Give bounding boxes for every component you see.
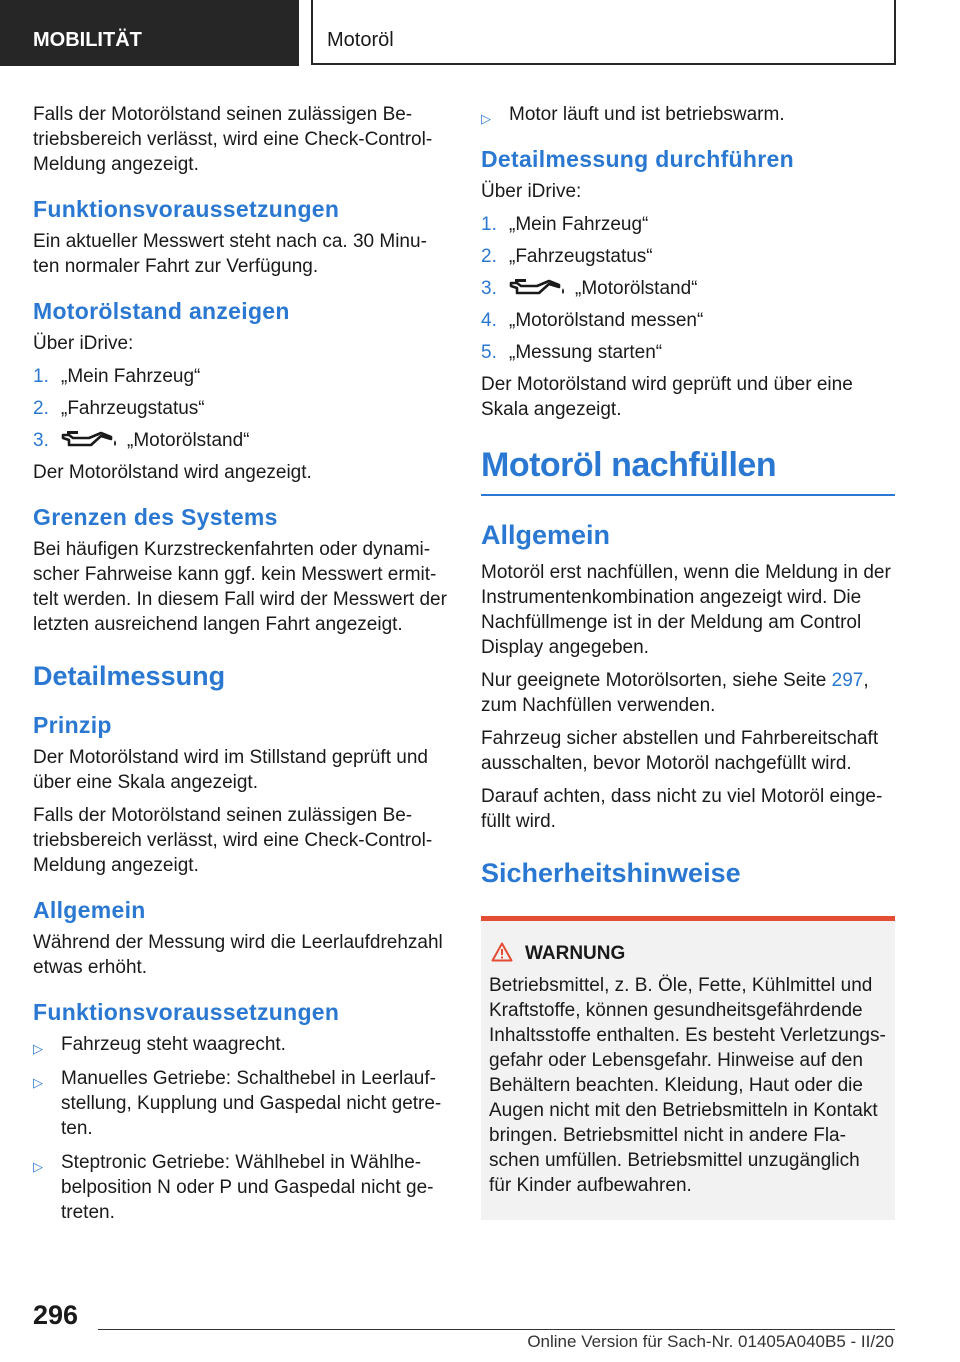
bullet-text: Fahrzeug steht waagrecht. — [61, 1034, 286, 1055]
section-tab: MOBILITÄT — [0, 0, 299, 66]
bullet-text: Motor läuft und ist betriebswarm. — [509, 104, 785, 125]
page-number: 296 — [33, 1300, 79, 1330]
oil-level-shown-text: Der Motorölstand wird angezeigt. — [33, 462, 312, 483]
idrive-label: Über iDrive: — [481, 181, 582, 202]
step-number: 2. — [33, 398, 49, 419]
list-item — [481, 102, 895, 127]
step-text: „Motorölstand“ — [575, 278, 698, 299]
general-text-3: Fahrzeug sicher abstellen und Fahrbereitschaft ausschalten, bevor Motoröl nachgefüllt wird. — [481, 728, 879, 774]
list-item — [481, 340, 895, 365]
heading-general: Allgemein — [33, 897, 146, 923]
requirements-list-cont — [481, 102, 895, 127]
left-column — [33, 102, 447, 1234]
list-item — [33, 428, 447, 453]
intro-paragraph: Falls der Motorölstand seinen zulässigen Be‐triebsbereich verlässt, wird eine Check-Control-Meldung angezeigt. — [33, 104, 433, 175]
chapter-title: Motoröl — [311, 0, 896, 65]
page-reference-link[interactable]: 297 — [831, 670, 864, 691]
step-number: 1. — [33, 366, 49, 387]
list-item — [33, 1032, 447, 1057]
heading-principle: Prinzip — [33, 712, 112, 738]
warning-title — [489, 941, 887, 967]
list-item — [481, 244, 895, 269]
show-steps-list — [33, 364, 447, 453]
heading-system-limits: Grenzen des Systems — [33, 504, 278, 530]
principle-text-1: Der Motorölstand wird im Stillstand geprüft und über eine Skala angezeigt. — [33, 747, 428, 793]
heading-safety-notes: Sicherheitshinweise — [481, 858, 741, 888]
step-text: „Motorölstand“ — [127, 430, 250, 451]
warning-title-text: WARNUNG — [525, 943, 626, 964]
list-item — [33, 1150, 447, 1225]
step-text: „Mein Fahrzeug“ — [61, 366, 201, 387]
step-number: 1. — [481, 214, 497, 235]
page-footer — [0, 1290, 960, 1362]
bullet-text: Steptronic Getriebe: Wählhebel in Wählhe‐belposition N oder P und Gaspedal nicht ge‐treten. — [61, 1152, 434, 1223]
page-header — [0, 0, 960, 66]
warning-triangle-icon — [491, 942, 513, 962]
general-text-1: Motoröl erst nachfüllen, wenn die Meldung in der Instrumentenkombination angezeigt wird. Die Nachfüllmenge ist in der Meldung am Control Display angegeben. — [481, 562, 891, 658]
step-number: 2. — [481, 246, 497, 267]
oil-can-icon — [509, 276, 567, 298]
step-number: 3. — [33, 430, 49, 451]
step-number: 3. — [481, 278, 497, 299]
list-item — [33, 396, 447, 421]
general-text: Während der Messung wird die Leerlaufdrehzahl etwas erhöht. — [33, 932, 443, 978]
step-text: „Fahrzeugstatus“ — [61, 398, 205, 419]
requirements-list — [33, 1032, 447, 1225]
bullet-text: Manuelles Getriebe: Schalthebel in Leerlauf‐stellung, Kupplung und Gaspedal nicht getre‐ten. — [61, 1068, 442, 1139]
warning-text: Betriebsmittel, z. B. Öle, Fette, Kühlmittel und Kraftstoffe, können gesundheitsgefährdende Inhaltsstoffe enthalten. Es besteht Verletzungs‐gefahr oder Lebensgefahr. Hinweise auf den Behältern beachten. Kleidung, Haut oder die Augen nicht mit den Betriebsmitteln in Kontakt bringen. Betriebsmittel nicht in andere Fla‐schen umfüllen. Betriebsmittel unzugänglich für Kinder aufbewahren. — [489, 975, 886, 1196]
oil-can-icon — [61, 428, 119, 450]
heading-functional-requirements-2: Funktionsvoraussetzungen — [33, 999, 340, 1025]
footer-version-text: Online Version für Sach-Nr. 01405A040B5 - II/20 — [527, 1332, 894, 1351]
triangle-bullet-icon: ▷ — [33, 1159, 43, 1174]
heading-general: Allgemein — [481, 520, 611, 550]
footer-divider — [98, 1329, 895, 1330]
heading-show-oil-level: Motorölstand anzeigen — [33, 298, 290, 324]
step-number: 5. — [481, 342, 497, 363]
functional-requirements-text: Ein aktueller Messwert steht nach ca. 30 Minu‐ten normaler Fahrt zur Verfügung. — [33, 231, 427, 277]
list-item — [481, 308, 895, 333]
heading-refill-oil: Motoröl nachfüllen — [481, 444, 895, 496]
text-segment: Nur geeignete Motorölsorten, siehe Seite — [481, 670, 832, 691]
step-text: „Fahrzeugstatus“ — [509, 246, 653, 267]
triangle-bullet-icon: ▷ — [481, 111, 491, 126]
list-item — [33, 1066, 447, 1141]
heading-functional-requirements: Funktionsvoraussetzungen — [33, 196, 340, 222]
triangle-bullet-icon: ▷ — [33, 1075, 43, 1090]
measurement-result-text: Der Motorölstand wird geprüft und über eine Skala angezeigt. — [481, 374, 853, 420]
general-text-2 — [481, 668, 895, 718]
general-text-4: Darauf achten, dass nicht zu viel Motoröl einge‐füllt wird. — [481, 786, 883, 832]
heading-perform-measurement: Detailmessung durchführen — [481, 146, 794, 172]
right-column — [481, 102, 895, 1220]
text-segment: , zum Nachfüllen verwenden. — [481, 670, 869, 716]
warning-box — [481, 916, 895, 1220]
triangle-bullet-icon: ▷ — [33, 1041, 43, 1056]
measure-steps-list — [481, 212, 895, 365]
list-item — [33, 364, 447, 389]
step-number: 4. — [481, 310, 497, 331]
step-text: „Messung starten“ — [509, 342, 663, 363]
heading-detail-measurement: Detailmessung — [33, 661, 226, 691]
principle-text-2: Falls der Motorölstand seinen zulässigen Be‐triebsbereich verlässt, wird eine Check-Control-Meldung angezeigt. — [33, 805, 433, 876]
step-text: „Mein Fahrzeug“ — [509, 214, 649, 235]
step-text: „Motorölstand messen“ — [509, 310, 704, 331]
list-item — [481, 212, 895, 237]
list-item — [481, 276, 895, 301]
idrive-label: Über iDrive: — [33, 333, 134, 354]
system-limits-text: Bei häufigen Kurzstreckenfahrten oder dynami‐scher Fahrweise kann ggf. kein Messwert ermit‐telt werden. In diesem Fall wird der Messwert der letzten ausreichend langen Fahrt angezeigt. — [33, 539, 447, 635]
